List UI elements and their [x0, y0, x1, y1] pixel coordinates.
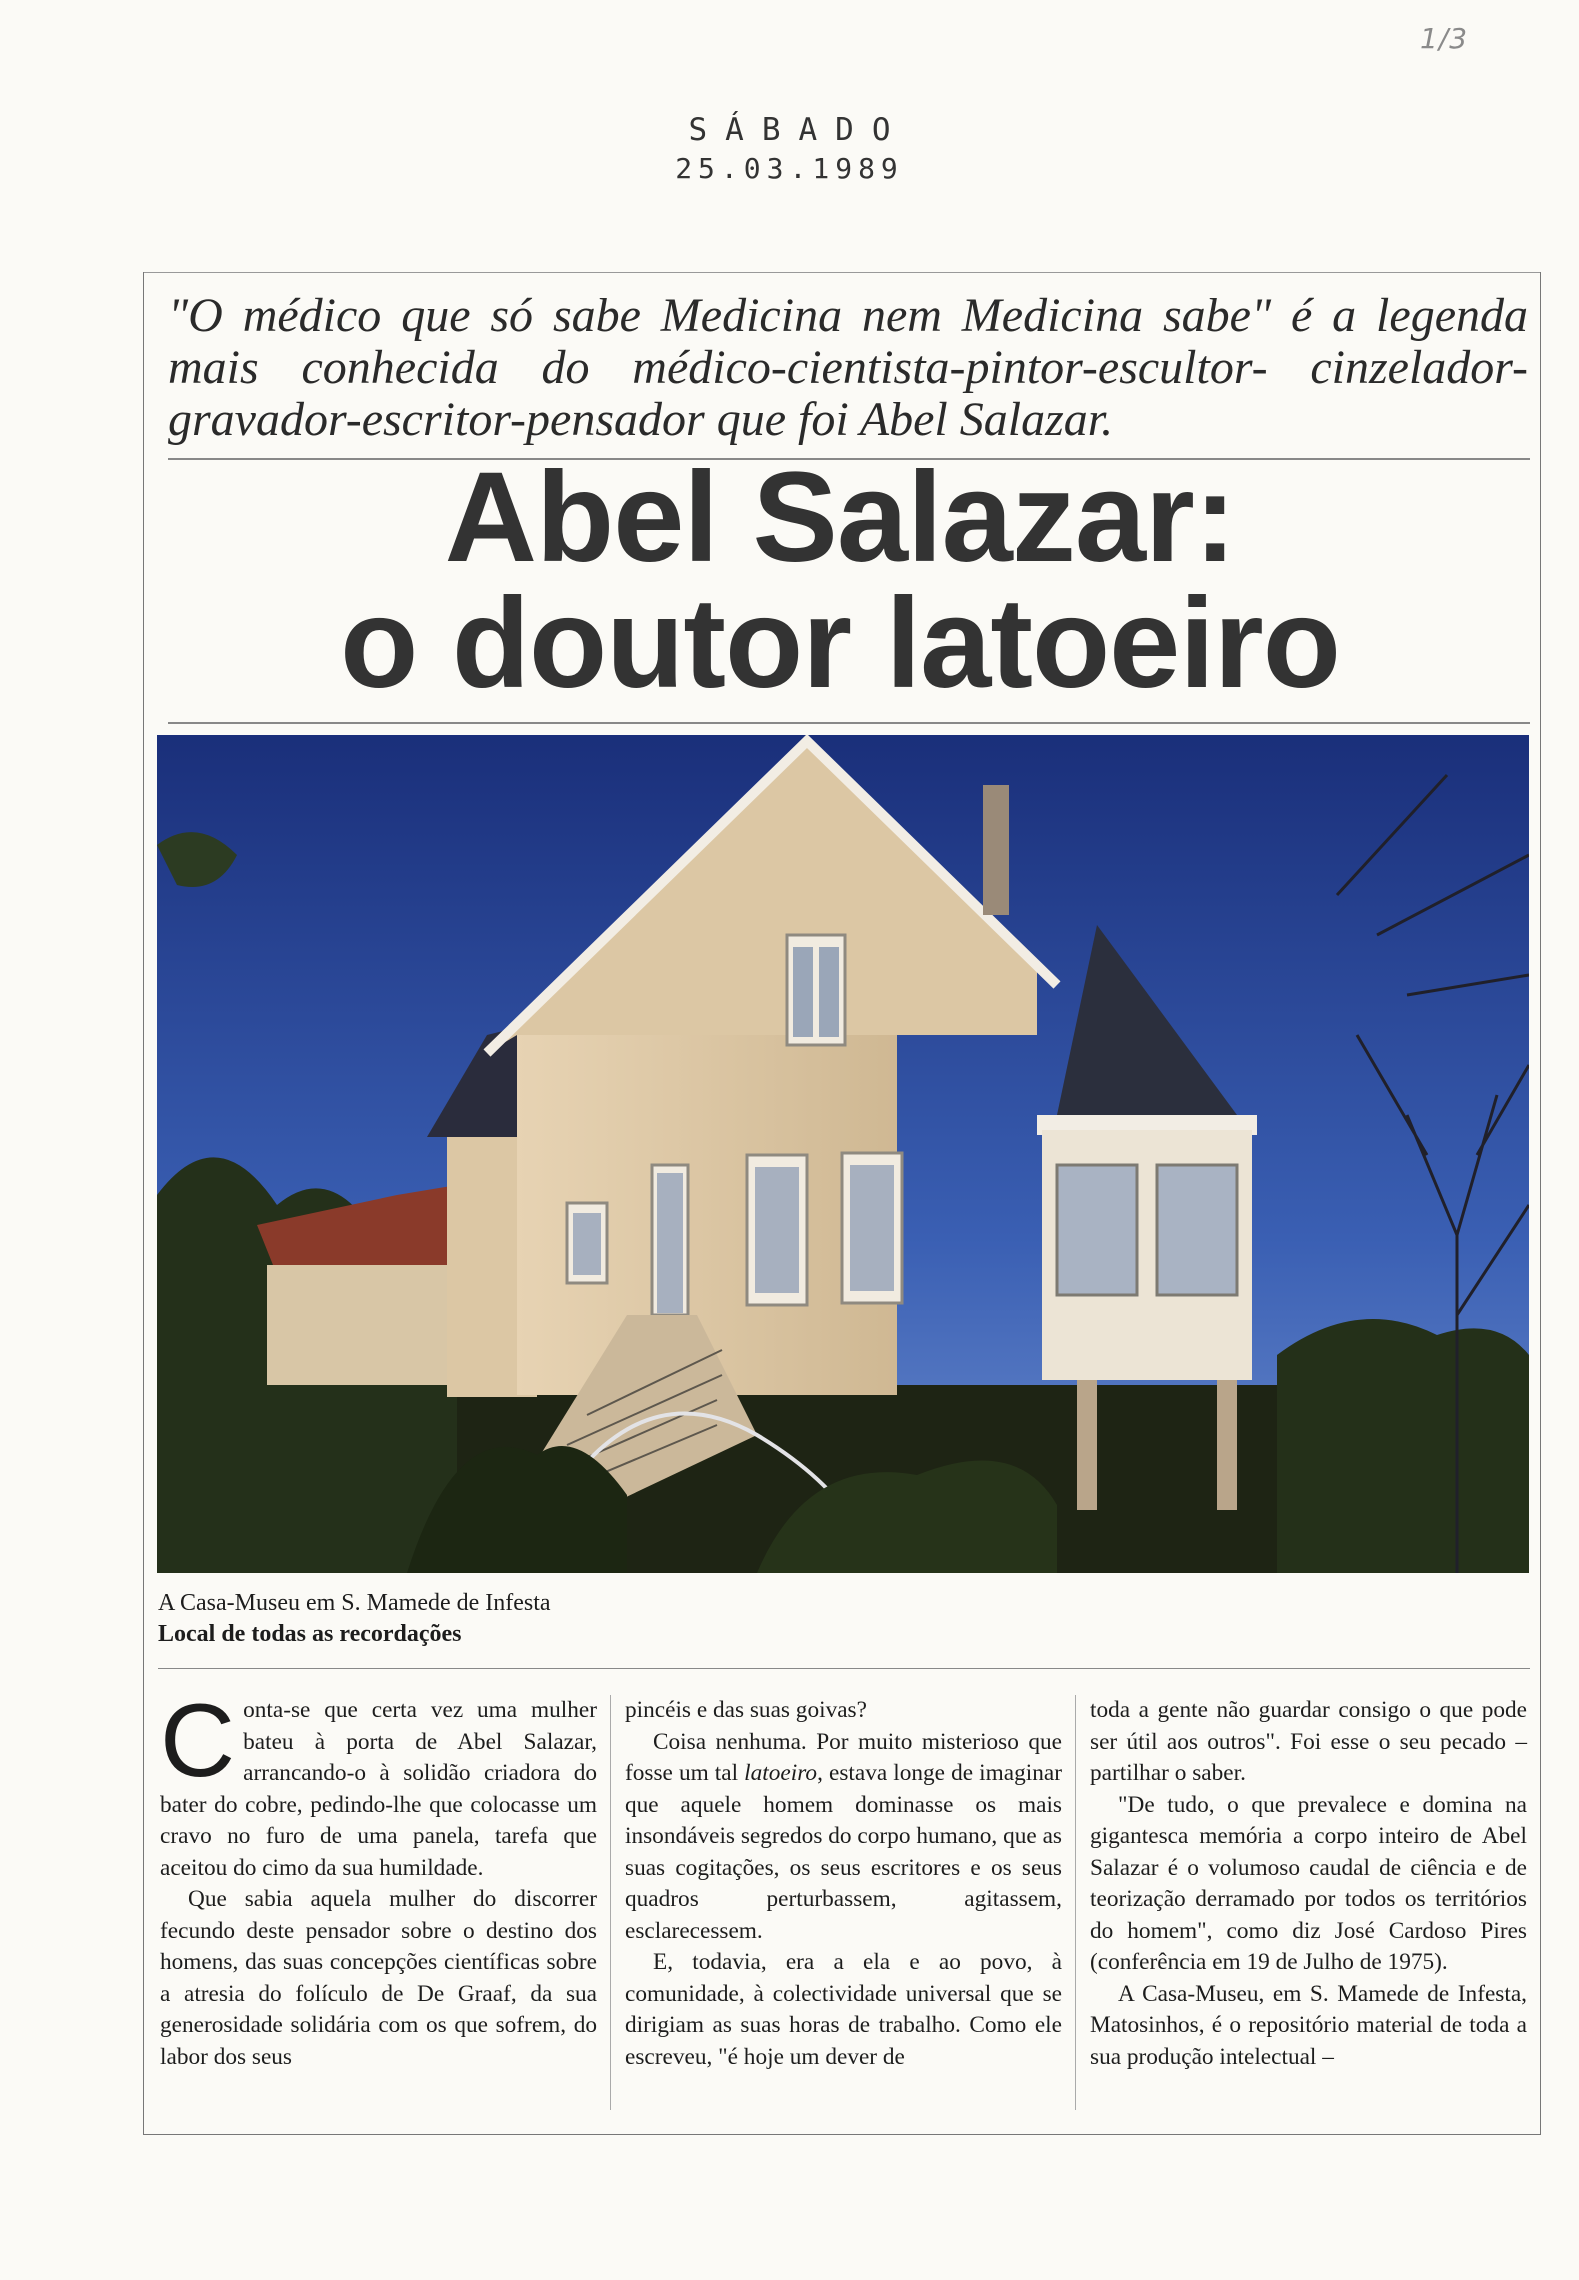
headline [150, 446, 1530, 715]
article-paragraph [625, 1727, 1062, 1948]
italic-term: latoeiro [744, 1760, 818, 1786]
article-paragraph: "De tudo, o que prevalece e domina na gigantesca memória a corpo inteiro de Abel Salazar é o volumoso caudal de ciência e de teorização derramado por todos os territórios do homem", como diz José Cardoso Pires (conferência em 19 de Julho de 1975). [1090, 1791, 1527, 1975]
house-illustration [157, 735, 1529, 1573]
article-column-1 [160, 1683, 597, 2073]
paragraph-text: Coisa nenhuma. Por muito misterioso que fosse um tal [625, 1728, 1062, 1786]
article-paragraph: E, todavia, era a ela e ao povo, à comunidade, à colectividade universal que se dirigiam as suas horas de trabalho. Como ele escreveu, "é hoje um dever de [625, 1949, 1062, 2070]
article-column-2 [625, 1695, 1062, 2073]
headline-divider [168, 722, 1530, 724]
masthead [0, 112, 1579, 185]
article-paragraph: toda a gente não guardar consigo o que pode ser útil aos outros". Foi esse o seu pecado – partilhar o saber. [1090, 1697, 1527, 1786]
caption-line-1: A Casa-Museu em S. Mamede de Infesta [158, 1590, 551, 1616]
kicker-quote: "O médico que só sabe Medicina nem Medicina sabe" é a legenda mais conhecida do médico-cientista-pintor-escultor- cinzelador-gravador-escritor-pensador que foi Abel Salazar. [168, 289, 1528, 446]
dropcap: C [160, 1683, 236, 1799]
page-number-mark: 1/3 [1420, 22, 1469, 55]
publication-name: SÁBADO [688, 112, 909, 148]
column-divider [610, 1695, 611, 2110]
publication-date: 25.03.1989 [675, 152, 904, 185]
column-divider [1075, 1695, 1076, 2110]
article-paragraph: pincéis e das suas goivas? [625, 1697, 867, 1723]
house-photo [157, 735, 1529, 1573]
caption-line-2: Local de todas as recordações [158, 1621, 462, 1647]
headline-line-1: Abel Salazar: [444, 446, 1236, 589]
article-column-3 [1090, 1695, 1527, 2073]
article-paragraph: Que sabia aquela mulher do discorrer fecundo deste pensador sobre o destino dos homens, das suas concepções científicas sobre a atresia do folículo de De Graaf, da sua generosidade solidária com os que sofrem, do labor dos seus [160, 1886, 597, 2070]
paragraph-text: , estava longe de imaginar que aquele homem dominasse os mais insondáveis segredos do corpo humano, que as suas cogitações, os seus escritores e os seus quadros perturbassem, agitassem, esclarecessem. [625, 1760, 1062, 1944]
paragraph-text: onta-se que certa vez uma mulher bateu à porta de Abel Salazar, arrancando-o à solidão criadora do bater do cobre, pedindo-lhe que colocasse um cravo no furo de uma panela, tarefa que aceitou do cimo da sua humildade. [160, 1697, 597, 1881]
article-body [160, 1683, 1530, 2115]
photo-caption [158, 1588, 551, 1650]
headline-line-2: o doutor latoeiro [340, 572, 1340, 715]
caption-divider [158, 1668, 1530, 1669]
article-paragraph: A Casa-Museu, em S. Mamede de Infesta, Matosinhos, é o repositório material de toda a sua produção intelectual – [1090, 1980, 1527, 2070]
article-paragraph [160, 1683, 597, 1884]
